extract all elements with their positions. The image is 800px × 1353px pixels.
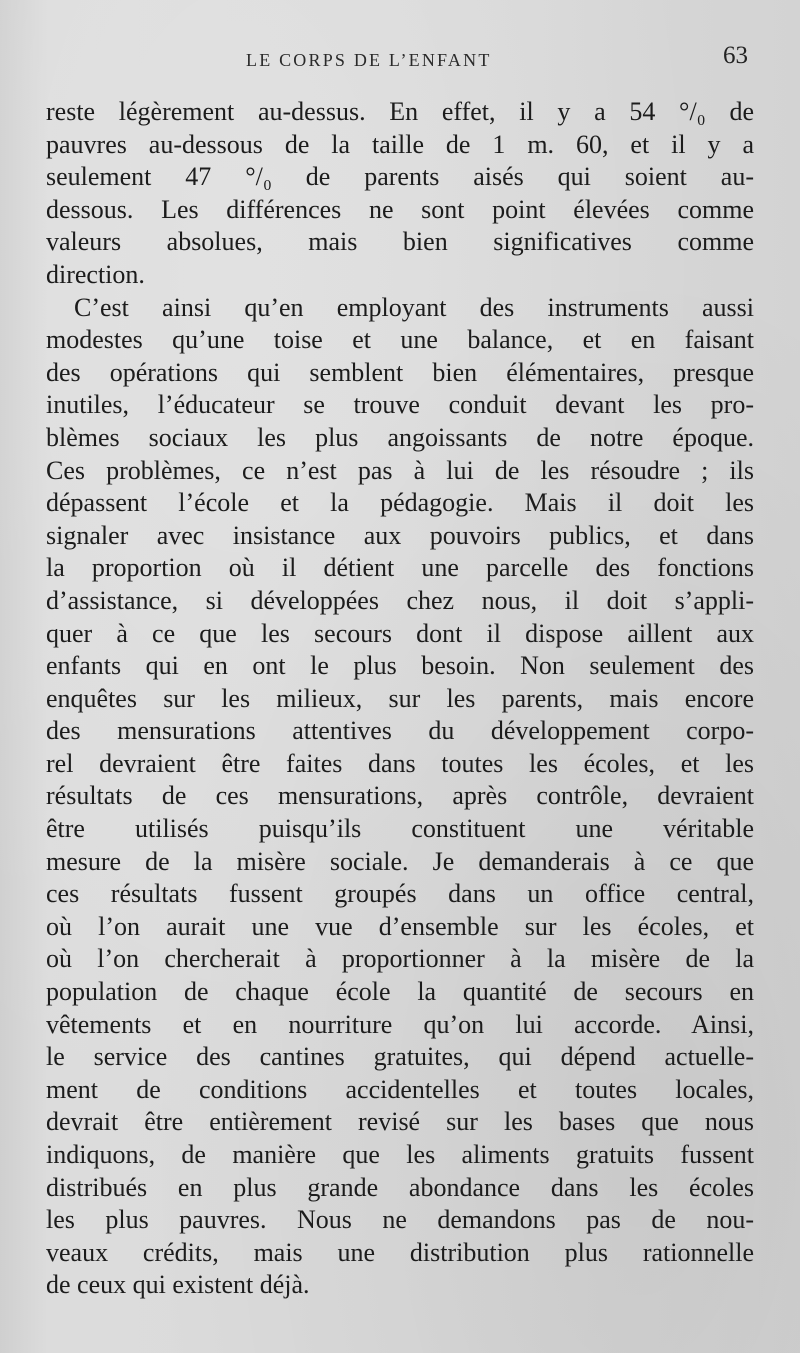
text-line: la proportion où il détient une parcelle des fonctions	[46, 553, 754, 583]
text-line: population de chaque école la quantité de secours en	[46, 977, 754, 1007]
text-line: ces résultats fussent groupés dans un office central,	[46, 879, 754, 909]
text-line: pauvres au-dessous de la taille de 1 m. 60, et il y a	[46, 129, 754, 159]
text-line: le service des cantines gratuites, qui dépend actuelle-	[46, 1042, 754, 1072]
text-line: direction.	[46, 259, 145, 289]
text-line: les plus pauvres. Nous ne demandons pas de nou-	[46, 1205, 754, 1235]
text-line: Ces problèmes, ce n’est pas à lui de les résoudre ; ils	[46, 455, 754, 485]
text-line: signaler avec insistance aux pouvoirs publics, et dans	[46, 520, 754, 550]
text-line: des mensurations attentives du développement corpo-	[46, 716, 754, 746]
text-line: veaux crédits, mais une distribution plus rationnelle	[46, 1237, 754, 1267]
text-line: dépassent l’école et la pédagogie. Mais il doit les	[46, 488, 754, 518]
text-line: ment de conditions accidentelles et toutes locales,	[46, 1074, 754, 1104]
text-line: de ceux qui existent déjà.	[46, 1270, 310, 1300]
running-head: LE CORPS DE L’ENFANT	[246, 50, 492, 70]
paragraph	[46, 96, 754, 292]
text-line: d’assistance, si développées chez nous, il doit s’appli-	[46, 585, 754, 615]
text-line: résultats de ces mensurations, après contrôle, devraient	[46, 781, 754, 811]
body-text	[46, 96, 754, 1302]
text-line: quer à ce que les secours dont il dispose aillent aux	[46, 618, 754, 648]
paragraph	[46, 292, 754, 1302]
text-line: valeurs absolues, mais bien significatives comme	[46, 227, 754, 257]
text-line: être utilisés puisqu’ils constituent une véritable	[46, 814, 754, 844]
text-line: seulement 47 °/₀ de parents aisés qui soient au-	[46, 162, 754, 192]
text-line: indiquons, de manière que les aliments gratuits fussent	[46, 1140, 754, 1169]
page-header	[0, 42, 800, 76]
page-number: 63	[723, 42, 748, 69]
text-line: devrait être entièrement revisé sur les bases que nous	[46, 1107, 754, 1137]
text-line: reste légèrement au-dessus. En effet, il y a 54 °/₀ de	[46, 97, 754, 126]
text-line: des opérations qui semblent bien élémentaires, presque	[46, 357, 754, 387]
text-line: modestes qu’une toise et une balance, et en faisant	[46, 325, 754, 355]
text-line: vêtements et en nourriture qu’on lui accorde. Ainsi,	[46, 1009, 754, 1039]
text-line: distribués en plus grande abondance dans les écoles	[46, 1172, 754, 1202]
text-line: inutiles, l’éducateur se trouve conduit devant les pro-	[46, 390, 754, 420]
text-line: où l’on aurait une vue d’ensemble sur les écoles, et	[46, 911, 754, 941]
text-line: blèmes sociaux les plus angoissants de notre époque.	[46, 422, 754, 452]
text-line: dessous. Les différences ne sont point élevées comme	[46, 194, 754, 224]
text-line: rel devraient être faites dans toutes les écoles, et les	[46, 748, 754, 778]
text-line: mesure de la misère sociale. Je demanderais à ce que	[46, 846, 754, 876]
text-line: C’est ainsi qu’en employant des instruments aussi	[74, 292, 754, 322]
text-line: enquêtes sur les milieux, sur les parents, mais encore	[46, 683, 754, 713]
text-line: enfants qui en ont le plus besoin. Non seulement des	[46, 651, 754, 681]
text-line: où l’on chercherait à proportionner à la misère de la	[46, 944, 754, 974]
